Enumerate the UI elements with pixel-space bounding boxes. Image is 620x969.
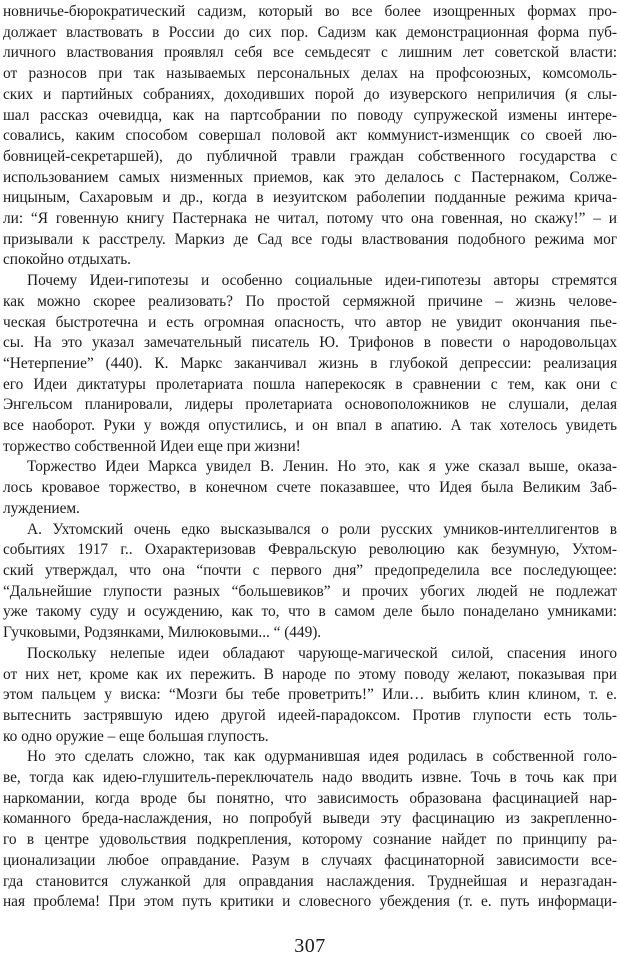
text-line: ная проблема! При этом путь критики и словесного убеждения (т. е. путь информаци- [3, 893, 617, 911]
text-line: го в центре удовольствия подкрепления, которому сознание найдет по принципу ра- [3, 831, 617, 849]
text-line: наркомании, когда вроде бы понятно, что зависимость образована фасцинацией нар- [3, 789, 617, 807]
text-line: “Нетерпение” (440). К. Маркс заканчивал жизнь в глубокой депрессии: реализация [3, 354, 617, 372]
text-line: бовницей-секретаршей), до публичной травли граждан собственного государства с [3, 147, 617, 165]
text-line: шал рассказ очевидца, как на партсобрании по поводу супружеской измены интере- [3, 106, 617, 124]
text-line: должает властвовать в России до сих пор. Садизм как демонстрационная форма пуб- [3, 23, 617, 41]
text-line: ли: “Я говенную книгу Пастернака не читал, потому что она говенная, но скажу!” – и [3, 210, 617, 228]
text-line: ских и партийных собраниях, доходивших порой до изуверского неприличия (я слы- [3, 85, 617, 103]
text-line: А. Ухтомский очень едко высказывался о роли русских умников-интеллигентов в [27, 520, 617, 538]
text-line: лось кровавое торжество, в конечном счете показавшее, что Идея была Великим Заб- [3, 479, 617, 497]
page-number: 307 [294, 934, 326, 957]
text-line: совались, каким способом совершал половой акт коммунист-изменщик со своей лю- [3, 127, 617, 145]
text-line: ко одно оружие – еще большая глупость. [3, 727, 269, 745]
text-line: ционализации любое оправдание. Разум в случаях фасцинаторной зависимости все- [3, 851, 617, 869]
text-line: Но это сделать сложно, так как одурманившая идея родилась в собственной голо- [27, 748, 617, 766]
paragraph [3, 2, 617, 271]
text-line: “Дальнейшие глупости разных “большевиков” и прочих убогих людей не подлежат [3, 582, 617, 600]
text-line: призывали к расстрелу. Маркиз де Сад все годы властвования подобного режима мог [3, 230, 617, 248]
page-text [3, 2, 617, 913]
text-line: как можно скорее реализовать? По простой сермяжной причине – жизнь челове- [3, 292, 617, 310]
text-line: Торжество Идеи Маркса увидел В. Ленин. Но это, как я уже сказал выше, оказа- [27, 458, 617, 476]
text-line: вытеснить застрявшую идею другой идеей-парадоксом. Против глупости есть толь- [3, 706, 617, 724]
text-line: ницыным, Сахаровым и др., когда в иезуитском раболепии подданные режима крича- [3, 189, 617, 207]
paragraph [3, 457, 617, 519]
text-line: гда становится служанкой для оправдания наслаждения. Труднейшая и неразгадан- [3, 872, 617, 890]
paragraph [3, 644, 617, 748]
text-line: ческая быстротечна и есть огромная опасность, что автор не увидит окончания пье- [3, 313, 617, 331]
paragraph [3, 747, 617, 913]
text-line: личного властвования проявлял себя все семьдесят с лишним лет советской власти: [3, 44, 617, 62]
paragraph [3, 520, 617, 644]
text-line: команного бреда-наслаждения, но попробуй выведи эту фасцинацию из закрепленно- [3, 810, 617, 828]
text-line: от них нет, кроме как их пережить. В народе по этому поводу желают, показывая при [3, 665, 617, 683]
text-line: сы. На это указал замечательный писатель Ю. Трифонов в повести о народовольцах [3, 334, 617, 352]
text-line: Поскольку нелепые идеи обладают чарующе-магической силой, спасения иного [27, 644, 617, 662]
text-line: спокойно отдыхать. [3, 251, 131, 269]
text-line: использованием самых низменных приемов, как это делалось с Пастернаком, Солже- [3, 168, 617, 186]
text-line: ский утверждал, что она “почти с первого дня” предопределила все последующее: [3, 561, 617, 579]
text-line: луждением. [3, 499, 80, 517]
text-line: Почему Идеи-гипотезы и особенно социальные идеи-гипотезы авторы стремятся [27, 272, 617, 290]
text-line: уже такому суду и осуждению, как то, что в самом деле было понаделано умниками: [3, 603, 617, 621]
text-line: ве, тогда как идею-глушитель-переключатель надо вводить извне. Точь в точь как при [3, 769, 617, 787]
text-line: его Идеи диктатуры пролетариата пошла наперекосяк в сравнении с тем, как они с [3, 375, 617, 393]
text-line: этом пальцем у виска: “Мозги бы тебе проветрить!” Или… выбить клин клином, т. е. [3, 686, 617, 704]
text-line: событиях 1917 г.. Охарактеризовав Февральскую революцию как безумную, Ухтом- [3, 541, 617, 559]
text-line: все наоборот. Руки у вождя опустились, и он впал в апатию. А так хотелось увидеть [3, 417, 617, 435]
text-line: от разносов при так называемых персональных делах на профсоюзных, комсомоль- [3, 65, 617, 83]
text-line: новничье-бюрократический садизм, который во все более изощренных формах про- [3, 3, 617, 20]
text-line: Гучковыми, Родзянками, Милюковыми... “ (449). [3, 624, 322, 642]
page-footer [3, 935, 617, 958]
text-line: торжество собственной Идеи еще при жизни! [3, 437, 301, 455]
text-line: Энгельсом планировали, лидеры пролетариата основоположников не слушали, делая [3, 396, 617, 414]
paragraph [3, 271, 617, 457]
